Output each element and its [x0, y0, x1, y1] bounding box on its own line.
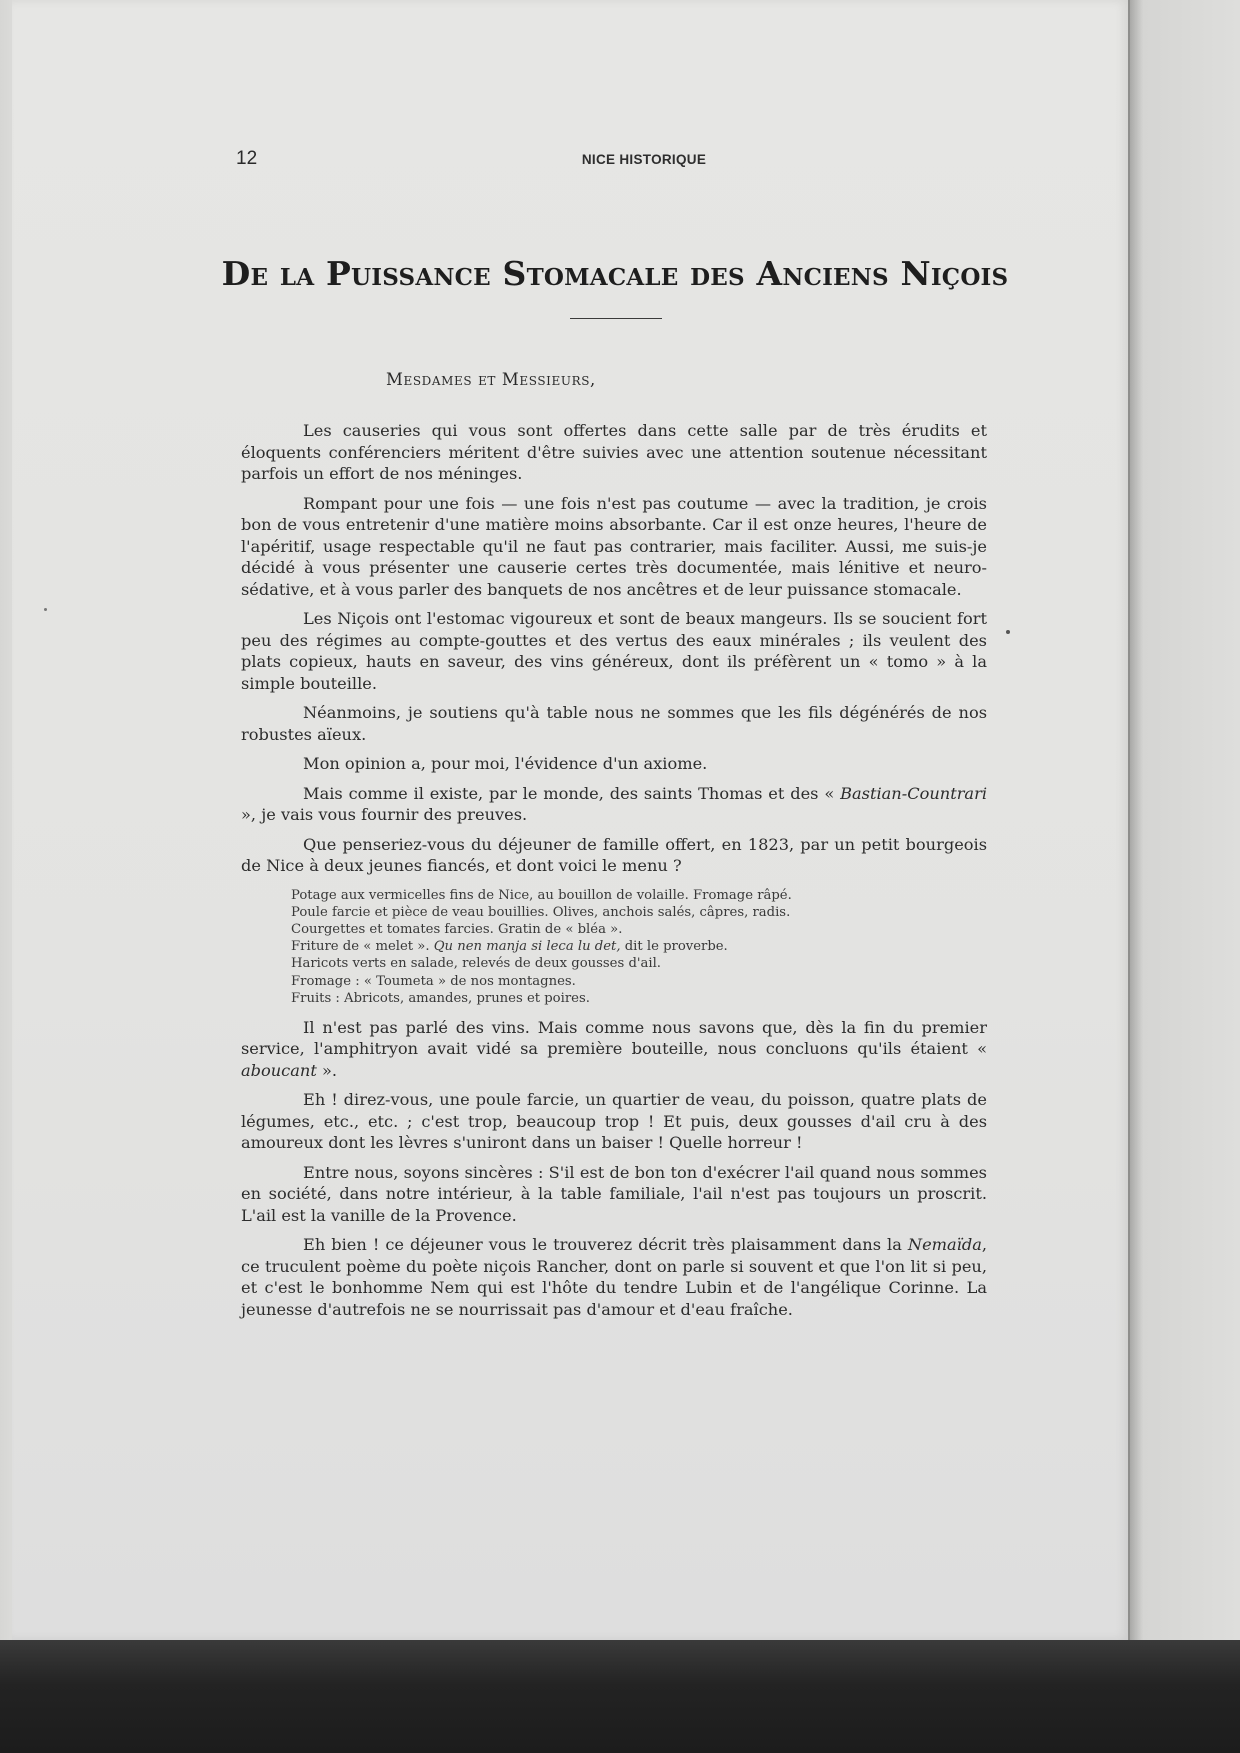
paragraph: Néanmoins, je soutiens qu'à table nous ne sommes que les fils dégénérés de nos robustes aïeux.	[241, 703, 987, 744]
next-page-edge	[1130, 0, 1240, 1640]
paragraph	[241, 1234, 987, 1320]
paragraph-text: , ce truculent poème du poète niçois Rancher, dont on parle si souvent et que l'on lit si peu, et c'est le bonhomme Nem qui est l'hôte du tendre Lubin et de l'angélique Corinne. La jeunesse d'autrefois ne se nourrissait pas d'amour et d'eau fraîche.	[241, 1235, 987, 1319]
menu-item	[291, 938, 987, 955]
page-header	[236, 148, 992, 174]
menu-item: Fruits : Abricots, amandes, prunes et poires.	[291, 990, 590, 1006]
paragraph: Mon opinion a, pour moi, l'évidence d'un axiome.	[303, 754, 708, 773]
running-head: NICE HISTORIQUE	[581, 152, 707, 167]
paragraph-text: Eh bien ! ce déjeuner vous le trouverez décrit très plaisamment dans la	[303, 1235, 908, 1255]
menu-item: Fromage : « Toumeta » de nos montagnes.	[291, 973, 576, 989]
paragraph	[241, 783, 987, 826]
menu-item-text: dit le proverbe.	[620, 939, 728, 955]
paragraph: Les Niçois ont l'estomac vigoureux et sont de beaux mangeurs. Ils se soucient fort peu des régimes au compte-gouttes et des vertus des eaux minérales ; ils veulent des plats copieux, hauts en saveur, des vins généreux, dont ils préfèrent un « tomo » à la simple bouteille.	[241, 609, 987, 693]
menu-item: Courgettes et tomates farcies. Gratin de « bléa ».	[291, 921, 623, 937]
paragraph-text: », je vais vous fournir des preuves.	[241, 805, 528, 824]
salutation: Mesdames et Messieurs,	[386, 370, 596, 389]
paragraph: Rompant pour une fois — une fois n'est pas coutume — avec la tradition, je crois bon de vous entretenir d'une matière moins absorbante. Car il est onze heures, l'heure de l'apéritif, usage respectable qu'il ne faut pas contrarier, mais faciliter. Aussi, me suis-je décidé à vous présenter une causerie certes très documentée, mais lénitive et neuro-sédative, et à vous parler des banquets de nos ancêtres et de leur puissance stomacale.	[241, 493, 987, 599]
paragraph: Eh ! direz-vous, une poule farcie, un quartier de veau, du poisson, quatre plats de légumes, etc., etc. ; c'est trop, beaucoup trop ! Et puis, deux gousses d'ail cru à des amoureux dont les lèvres s'uniront dans un baiser ! Quelle horreur !	[241, 1090, 987, 1153]
page-number: 12	[236, 148, 258, 169]
menu-item: Haricots verts en salade, relevés de deux gousses d'ail.	[291, 956, 661, 972]
paragraph-italic: aboucant	[241, 1060, 317, 1080]
title-divider	[570, 318, 662, 319]
paragraph-italic: Bastian-Countrari	[840, 783, 987, 803]
proverb: Qu nen manja si leca lu det,	[433, 939, 621, 955]
paragraph-text: Il n'est pas parlé des vins. Mais comme nous savons que, dès la fin du premier service, l'amphitryon avait vidé sa première bouteille, nous concluons qu'ils étaient «	[241, 1017, 987, 1059]
menu-list	[291, 887, 987, 1007]
article-body	[241, 420, 987, 1328]
scanner-shadow	[0, 1640, 1240, 1753]
paragraph: Que penseriez-vous du déjeuner de famille offert, en 1823, par un petit bourgeois de Nice à deux jeunes fiancés, et dont voici le menu ?	[241, 834, 987, 875]
article-title: De la Puissance Stomacale des Anciens Niçois	[221, 254, 1009, 293]
menu-item: Poule farcie et pièce de veau bouillies. Olives, anchois salés, câpres, radis.	[291, 904, 791, 920]
paragraph: Entre nous, soyons sincères : S'il est de bon ton d'exécrer l'ail quand nous sommes en société, dans notre intérieur, à la table familiale, l'ail n'est pas toujours un proscrit. L'ail est la vanille de la Provence.	[241, 1162, 987, 1225]
paragraph-text: ».	[316, 1060, 338, 1080]
menu-item: Potage aux vermicelles fins de Nice, au bouillon de volaille. Fromage râpé.	[291, 887, 792, 903]
paragraph-italic: Nemaïda	[907, 1235, 982, 1255]
ink-speck	[1006, 630, 1010, 634]
paragraph: Les causeries qui vous sont offertes dans cette salle par de très érudits et éloquents conférenciers méritent d'être suivies avec une attention soutenue nécessitant parfois un effort de nos méninges.	[241, 421, 987, 483]
ink-speck	[44, 608, 47, 611]
menu-item-text: Friture de « melet ».	[291, 939, 434, 955]
paragraph	[241, 1017, 987, 1082]
paragraph-text: Mais comme il existe, par le monde, des saints Thomas et des «	[303, 783, 841, 803]
